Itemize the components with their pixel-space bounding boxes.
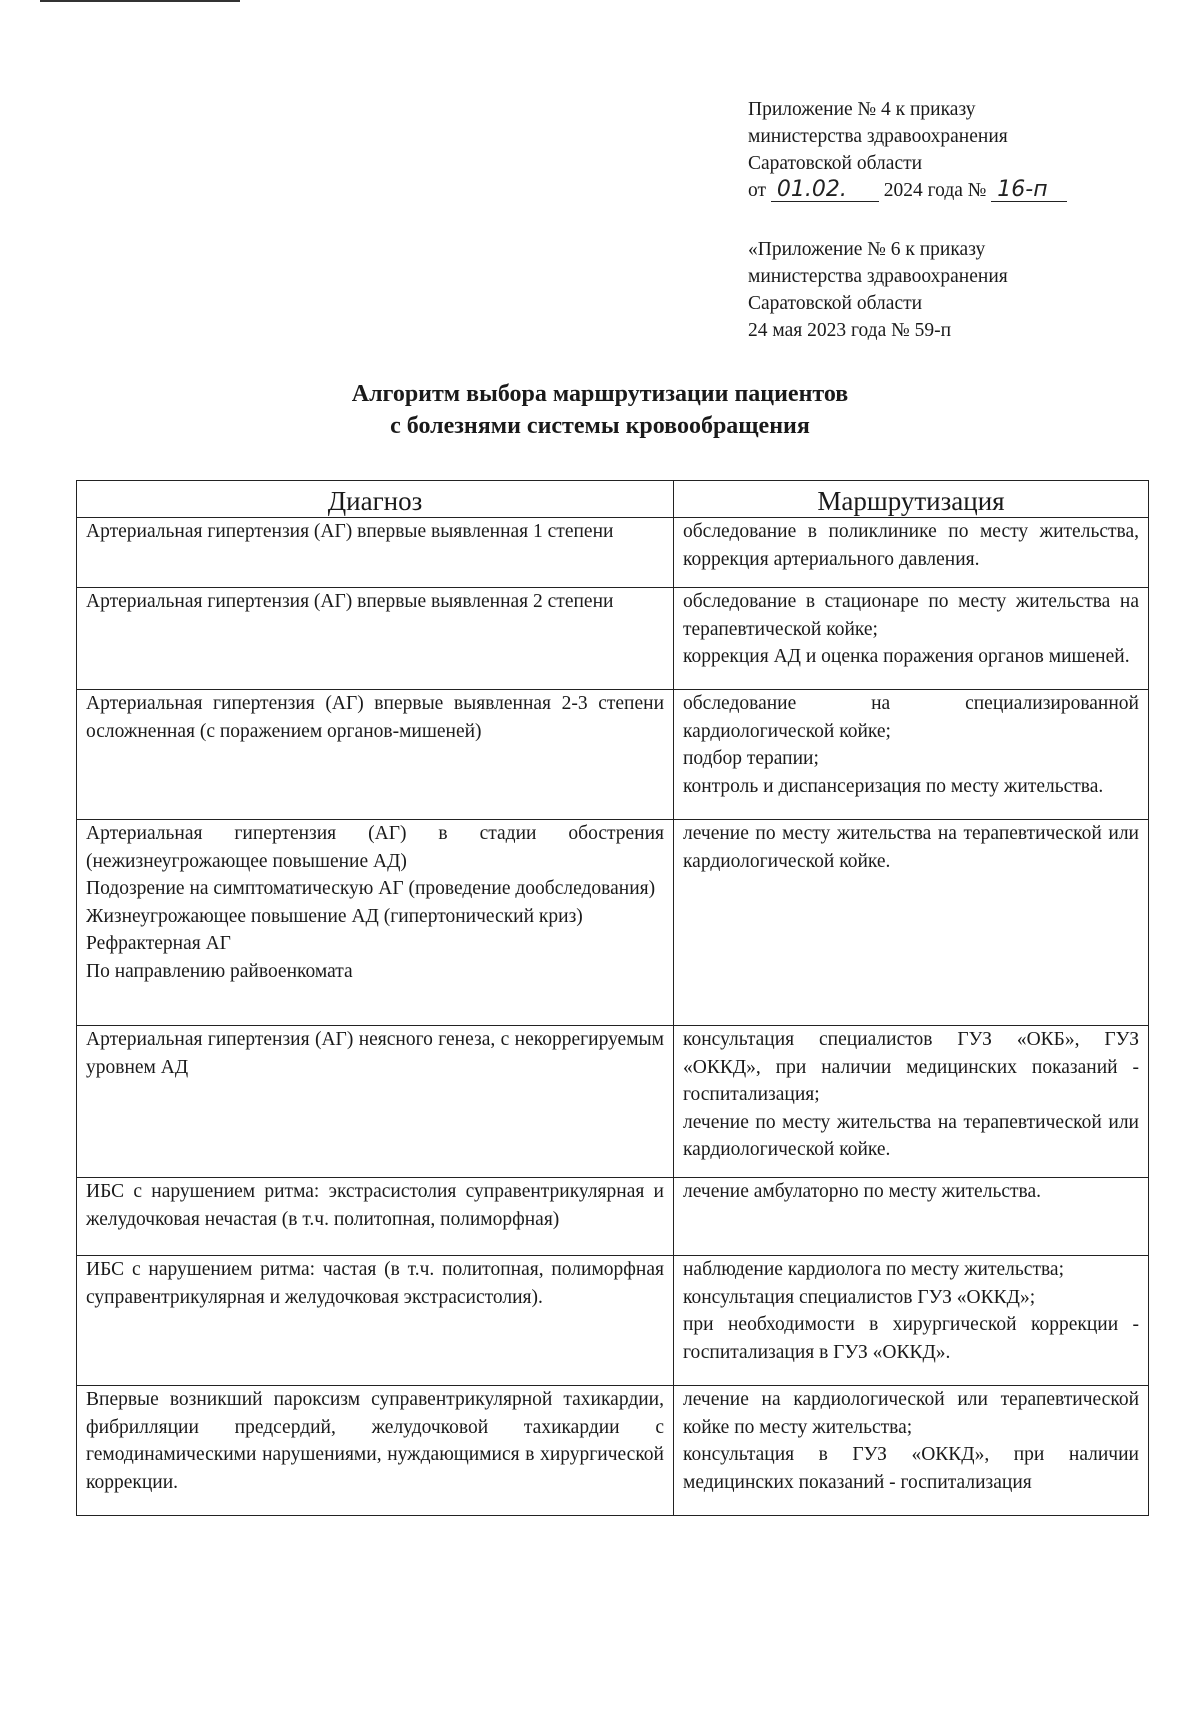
table-row [77, 1386, 1149, 1516]
routing-text: наблюдение кардиолога по месту жительства; [683, 1259, 1064, 1280]
title-line1: Алгоритм выбора маршрутизации пациентов [351, 381, 849, 407]
order-reference-line3: Саратовской области [748, 153, 923, 174]
routing-text: при необходимости в хирургической коррекции - госпитализация в ГУЗ «ОККД». [683, 1314, 1139, 1363]
diagnosis-text: Артериальная гипертензия (АГ) впервые выявленная 2-3 степени осложненная (с поражением органов-мишеней) [86, 693, 664, 742]
diagnosis-text: Впервые возникший пароксизм суправентрикулярной тахикардии, фибрилляции предсердий, желудочковой тахикардии с гемодинамическими нарушениями, нуждающимися в хирургической коррекции. [86, 1389, 664, 1493]
order-reference-block [748, 96, 1067, 204]
diagnosis-text: Артериальная гипертензия (АГ) в стадии обострения (нежизнеугрожающее повышение АД) [86, 823, 664, 872]
title-line2: с болезнями системы кровообращения [390, 413, 810, 439]
routing-text: подбор терапии; [683, 748, 819, 769]
table-row [77, 1256, 1149, 1386]
header-diagnosis: Диагноз [77, 481, 674, 518]
routing-text: контроль и диспансеризация по месту жительства. [683, 775, 1104, 797]
diagnosis-text: Жизнеугрожающее повышение АД (гипертонический криз) [86, 905, 583, 927]
original-order-line3: Саратовской области [748, 293, 923, 314]
table-row [77, 690, 1149, 820]
routing-cell [674, 1256, 1149, 1386]
routing-text: обследование в стационаре по месту жительства на терапевтической койке; [683, 591, 1139, 640]
year-text: 2024 года № [883, 180, 987, 201]
diagnosis-text: Артериальная гипертензия (АГ) впервые выявленная 1 степени [86, 521, 614, 542]
handwritten-order-number: 16-п [991, 179, 1067, 202]
document-title [0, 378, 1200, 442]
order-reference-line1: Приложение № 4 к приказу [748, 99, 976, 120]
routing-cell [674, 820, 1149, 1026]
diagnosis-cell [77, 518, 674, 588]
diagnosis-cell [77, 1026, 674, 1178]
routing-text: обследование на специализированной кардиологической койке; [683, 693, 1139, 742]
routing-text: консультация специалистов ГУЗ «ОКБ», ГУЗ «ОККД», при наличии медицинских показаний - госпитализация; [683, 1029, 1139, 1105]
header-routing: Маршрутизация [674, 481, 1149, 518]
routing-cell [674, 1026, 1149, 1178]
diagnosis-cell [77, 690, 674, 820]
diagnosis-text: Подозрение на симптоматическую АГ (проведение дообследования) [86, 878, 656, 899]
diagnosis-cell [77, 1256, 674, 1386]
routing-cell [674, 1178, 1149, 1256]
order-reference-date-line [748, 177, 1067, 204]
routing-text: консультация специалистов ГУЗ «ОККД»; [683, 1286, 1036, 1308]
routing-cell [674, 588, 1149, 690]
order-reference-line2: министерства здравоохранения [748, 126, 1008, 147]
routing-text: лечение по месту жительства на терапевтической или кардиологической койке. [683, 823, 1139, 872]
handwritten-date: 01.02. [771, 179, 879, 202]
diagnosis-text: Артериальная гипертензия (АГ) впервые выявленная 2 степени [86, 591, 614, 612]
diagnosis-cell [77, 1178, 674, 1256]
routing-text: консультация в ГУЗ «ОККД», при наличии медицинских показаний - госпитализация [683, 1444, 1139, 1493]
routing-cell [674, 690, 1149, 820]
original-order-line1: «Приложение № 6 к приказу [748, 239, 986, 260]
routing-text: лечение по месту жительства на терапевтической или кардиологической койке. [683, 1111, 1139, 1160]
routing-cell [674, 1386, 1149, 1516]
table-row [77, 1178, 1149, 1256]
table-row [77, 1026, 1149, 1178]
routing-text: коррекция АД и оценка поражения органов мишеней. [683, 646, 1130, 667]
routing-text: обследование в поликлинике по месту жительства, коррекция артериального давления. [683, 521, 1139, 570]
diagnosis-text: ИБС с нарушением ритма: частая (в т.ч. политопная, полиморфная суправентрикулярная и желудочковая экстрасистолия). [86, 1259, 664, 1308]
diagnosis-cell [77, 1386, 674, 1516]
diagnosis-text: Рефрактерная АГ [86, 933, 231, 954]
routing-cell [674, 518, 1149, 588]
table-row [77, 820, 1149, 1026]
date-prefix: от [748, 180, 767, 201]
diagnosis-cell [77, 820, 674, 1026]
table-row [77, 518, 1149, 588]
diagnosis-text: По направлению райвоенкомата [86, 960, 353, 982]
table-header-row [77, 481, 1149, 518]
original-order-line2: министерства здравоохранения [748, 266, 1008, 287]
original-order-line4: 24 мая 2023 года № 59-п [748, 320, 952, 341]
original-order-reference-block [748, 236, 1008, 344]
diagnosis-cell [77, 588, 674, 690]
routing-table [76, 480, 1149, 1516]
routing-text: лечение на кардиологической или терапевтической койке по месту жительства; [683, 1389, 1139, 1438]
diagnosis-text: Артериальная гипертензия (АГ) неясного генеза, с некоррегируемым уровнем АД [86, 1029, 664, 1078]
diagnosis-text: ИБС с нарушением ритма: экстрасистолия суправентрикулярная и желудочковая нечастая (в т.ч. политопная, полиморфная) [86, 1181, 664, 1230]
routing-text: лечение амбулаторно по месту жительства. [683, 1181, 1041, 1202]
top-rule [40, 0, 240, 2]
table-row [77, 588, 1149, 690]
